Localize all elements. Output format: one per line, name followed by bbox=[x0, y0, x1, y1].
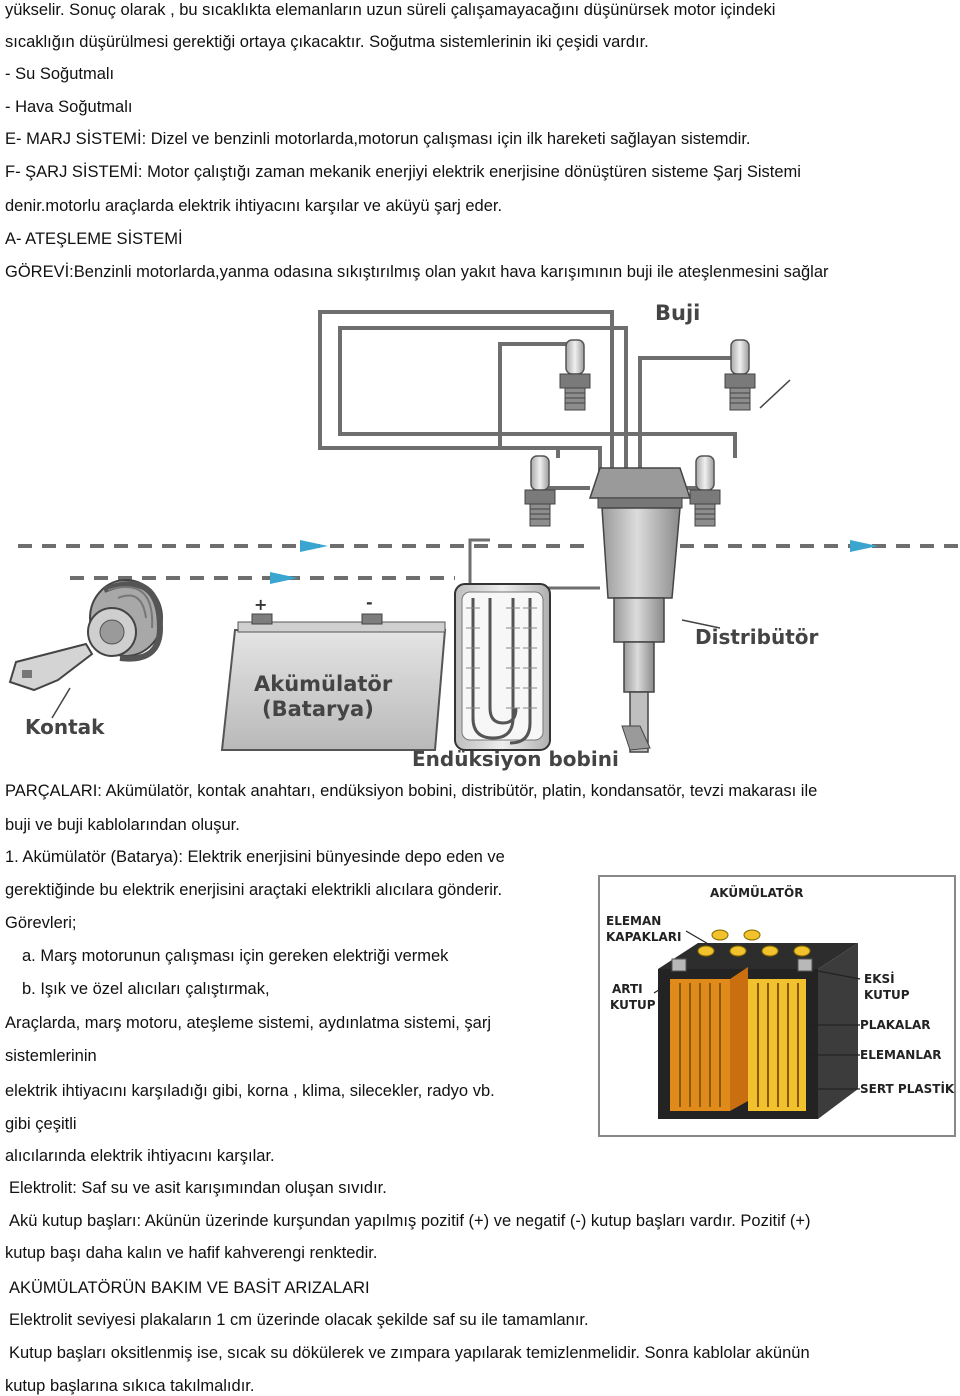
intro-line-1: yükselir. Sonuç olarak , bu sıcaklıkta elemanların uzun süreli çalışamayacağını düşünürsek motor içindeki bbox=[5, 1, 776, 19]
battery-plates bbox=[670, 967, 806, 1111]
parts-line-18: Kutup başları oksitlenmiş ise, sıcak su dökülerek ve zımpara yapılarak temizlenmelidir. Sonra kablolar akünün bbox=[9, 1344, 810, 1362]
ignition-switch bbox=[10, 580, 162, 718]
circuit-dashed-lines bbox=[18, 546, 960, 578]
label-arti-2: KUTUP bbox=[610, 998, 656, 1012]
intro-line-3: - Su Soğutmalı bbox=[5, 65, 115, 83]
intro-line-8: A- ATEŞLEME SİSTEMİ bbox=[5, 230, 183, 248]
label-eleman-1: ELEMAN bbox=[606, 914, 662, 928]
parts-line-13: Elektrolit: Saf su ve asit karışımından oluşan sıvıdır. bbox=[9, 1179, 387, 1197]
battery bbox=[222, 593, 445, 750]
spark-plug-1 bbox=[560, 340, 590, 410]
label-eleman-2: KAPAKLARI bbox=[606, 930, 682, 944]
parts-line-19: kutup başlarına sıkıca takılmalıdır. bbox=[5, 1377, 255, 1395]
spark-plug-wires bbox=[320, 312, 740, 488]
label-eksi-2: KUTUP bbox=[864, 988, 910, 1002]
label-induction-coil: Endüksiyon bobini bbox=[412, 747, 619, 771]
label-buji: Buji bbox=[655, 301, 701, 325]
battery-cutaway-diagram bbox=[598, 875, 956, 1137]
parts-line-8: Araçlarda, marş motoru, ateşleme sistemi, aydınlatma sistemi, şarj bbox=[5, 1014, 491, 1032]
parts-line-12: alıcılarında elektrik ihtiyacını karşılar. bbox=[5, 1147, 275, 1165]
intro-line-5: E- MARJ SİSTEMİ: Dizel ve benzinli motorlarda,motorun çalışması için ilk hareketi sağlayan sistemdir. bbox=[5, 130, 751, 148]
spark-plug-3 bbox=[525, 456, 555, 526]
induction-coil bbox=[455, 584, 550, 750]
label-arti-1: ARTI bbox=[612, 982, 643, 996]
parts-line-4: gerektiğinde bu elektrik enerjisini araçtaki elektrikli alıcılara gönderir. bbox=[5, 881, 503, 899]
parts-line-9: sistemlerinin bbox=[5, 1047, 97, 1065]
label-kontak: Kontak bbox=[25, 715, 105, 739]
spark-plug-4 bbox=[690, 456, 720, 526]
parts-line-3: 1. Akümülatör (Batarya): Elektrik enerjisini bünyesinde depo eden ve bbox=[5, 848, 505, 866]
battery-minus-sign: - bbox=[366, 593, 373, 612]
parts-line-11: gibi çeşitli bbox=[5, 1115, 77, 1133]
ignition-system-diagram bbox=[0, 298, 960, 773]
intro-line-9: GÖREVİ:Benzinli motorlarda,yanma odasına sıkıştırılmış olan yakıt hava karışımının buji ile ateşlenmesini sağlar bbox=[5, 263, 829, 281]
label-akumulator: AKÜMÜLATÖR bbox=[710, 886, 804, 900]
spark-plug-2 bbox=[725, 340, 790, 410]
label-elemanlar: ELEMANLAR bbox=[860, 1048, 942, 1062]
parts-line-10: elektrik ihtiyacını karşıladığı gibi, korna , klima, silecekler, radyo vb. bbox=[5, 1082, 495, 1100]
parts-line-6: a. Marş motorunun çalışması için gereken elektriği vermek bbox=[22, 947, 449, 965]
intro-line-4: - Hava Soğutmalı bbox=[5, 98, 133, 116]
parts-line-1: PARÇALARI: Akümülatör, kontak anahtarı, endüksiyon bobini, distribütör, platin, kondansatör, tevzi makarası ile bbox=[5, 782, 818, 800]
intro-line-6: F- ŞARJ SİSTEMİ: Motor çalıştığı zaman mekanik enerjiyi elektrik enerjisine dönüştüren sisteme Şarj Sistemi bbox=[5, 163, 801, 181]
battery-plus-sign: + bbox=[254, 595, 268, 614]
parts-line-16: AKÜMÜLATÖRÜN BAKIM VE BASİT ARIZALARI bbox=[9, 1279, 370, 1297]
parts-line-7: b. Işık ve özel alıcıları çalıştırmak, bbox=[22, 980, 270, 998]
battery-label-line2: (Batarya) bbox=[262, 697, 374, 721]
parts-line-5: Görevleri; bbox=[5, 914, 77, 932]
parts-line-14: Akü kutup başları: Akünün üzerinde kurşundan yapılmış pozitif (+) ve negatif (-) kutup başları vardır. Pozitif (+) bbox=[9, 1212, 811, 1230]
label-plakalar: PLAKALAR bbox=[860, 1018, 931, 1032]
parts-line-15: kutup başı daha kalın ve hafif kahverengi renktedir. bbox=[5, 1244, 378, 1262]
intro-line-2: sıcaklığın düşürülmesi gerektiği ortaya çıkacaktır. Soğutma sistemlerinin iki çeşidi vardır. bbox=[5, 33, 649, 51]
intro-line-7: denir.motorlu araçlarda elektrik ihtiyacını karşılar ve aküyü şarj eder. bbox=[5, 197, 503, 215]
parts-line-17: Elektrolit seviyesi plakaların 1 cm üzerinde olacak şekilde saf su ile tamamlanır. bbox=[9, 1311, 589, 1329]
parts-line-2: buji ve buji kablolarından oluşur. bbox=[5, 816, 240, 834]
label-distributor: Distribütör bbox=[695, 625, 819, 649]
label-eksi-1: EKSİ bbox=[864, 972, 895, 986]
label-sert-plastik: SERT PLASTİK bbox=[860, 1082, 955, 1096]
battery-label-line1: Akümülatör bbox=[254, 672, 393, 696]
